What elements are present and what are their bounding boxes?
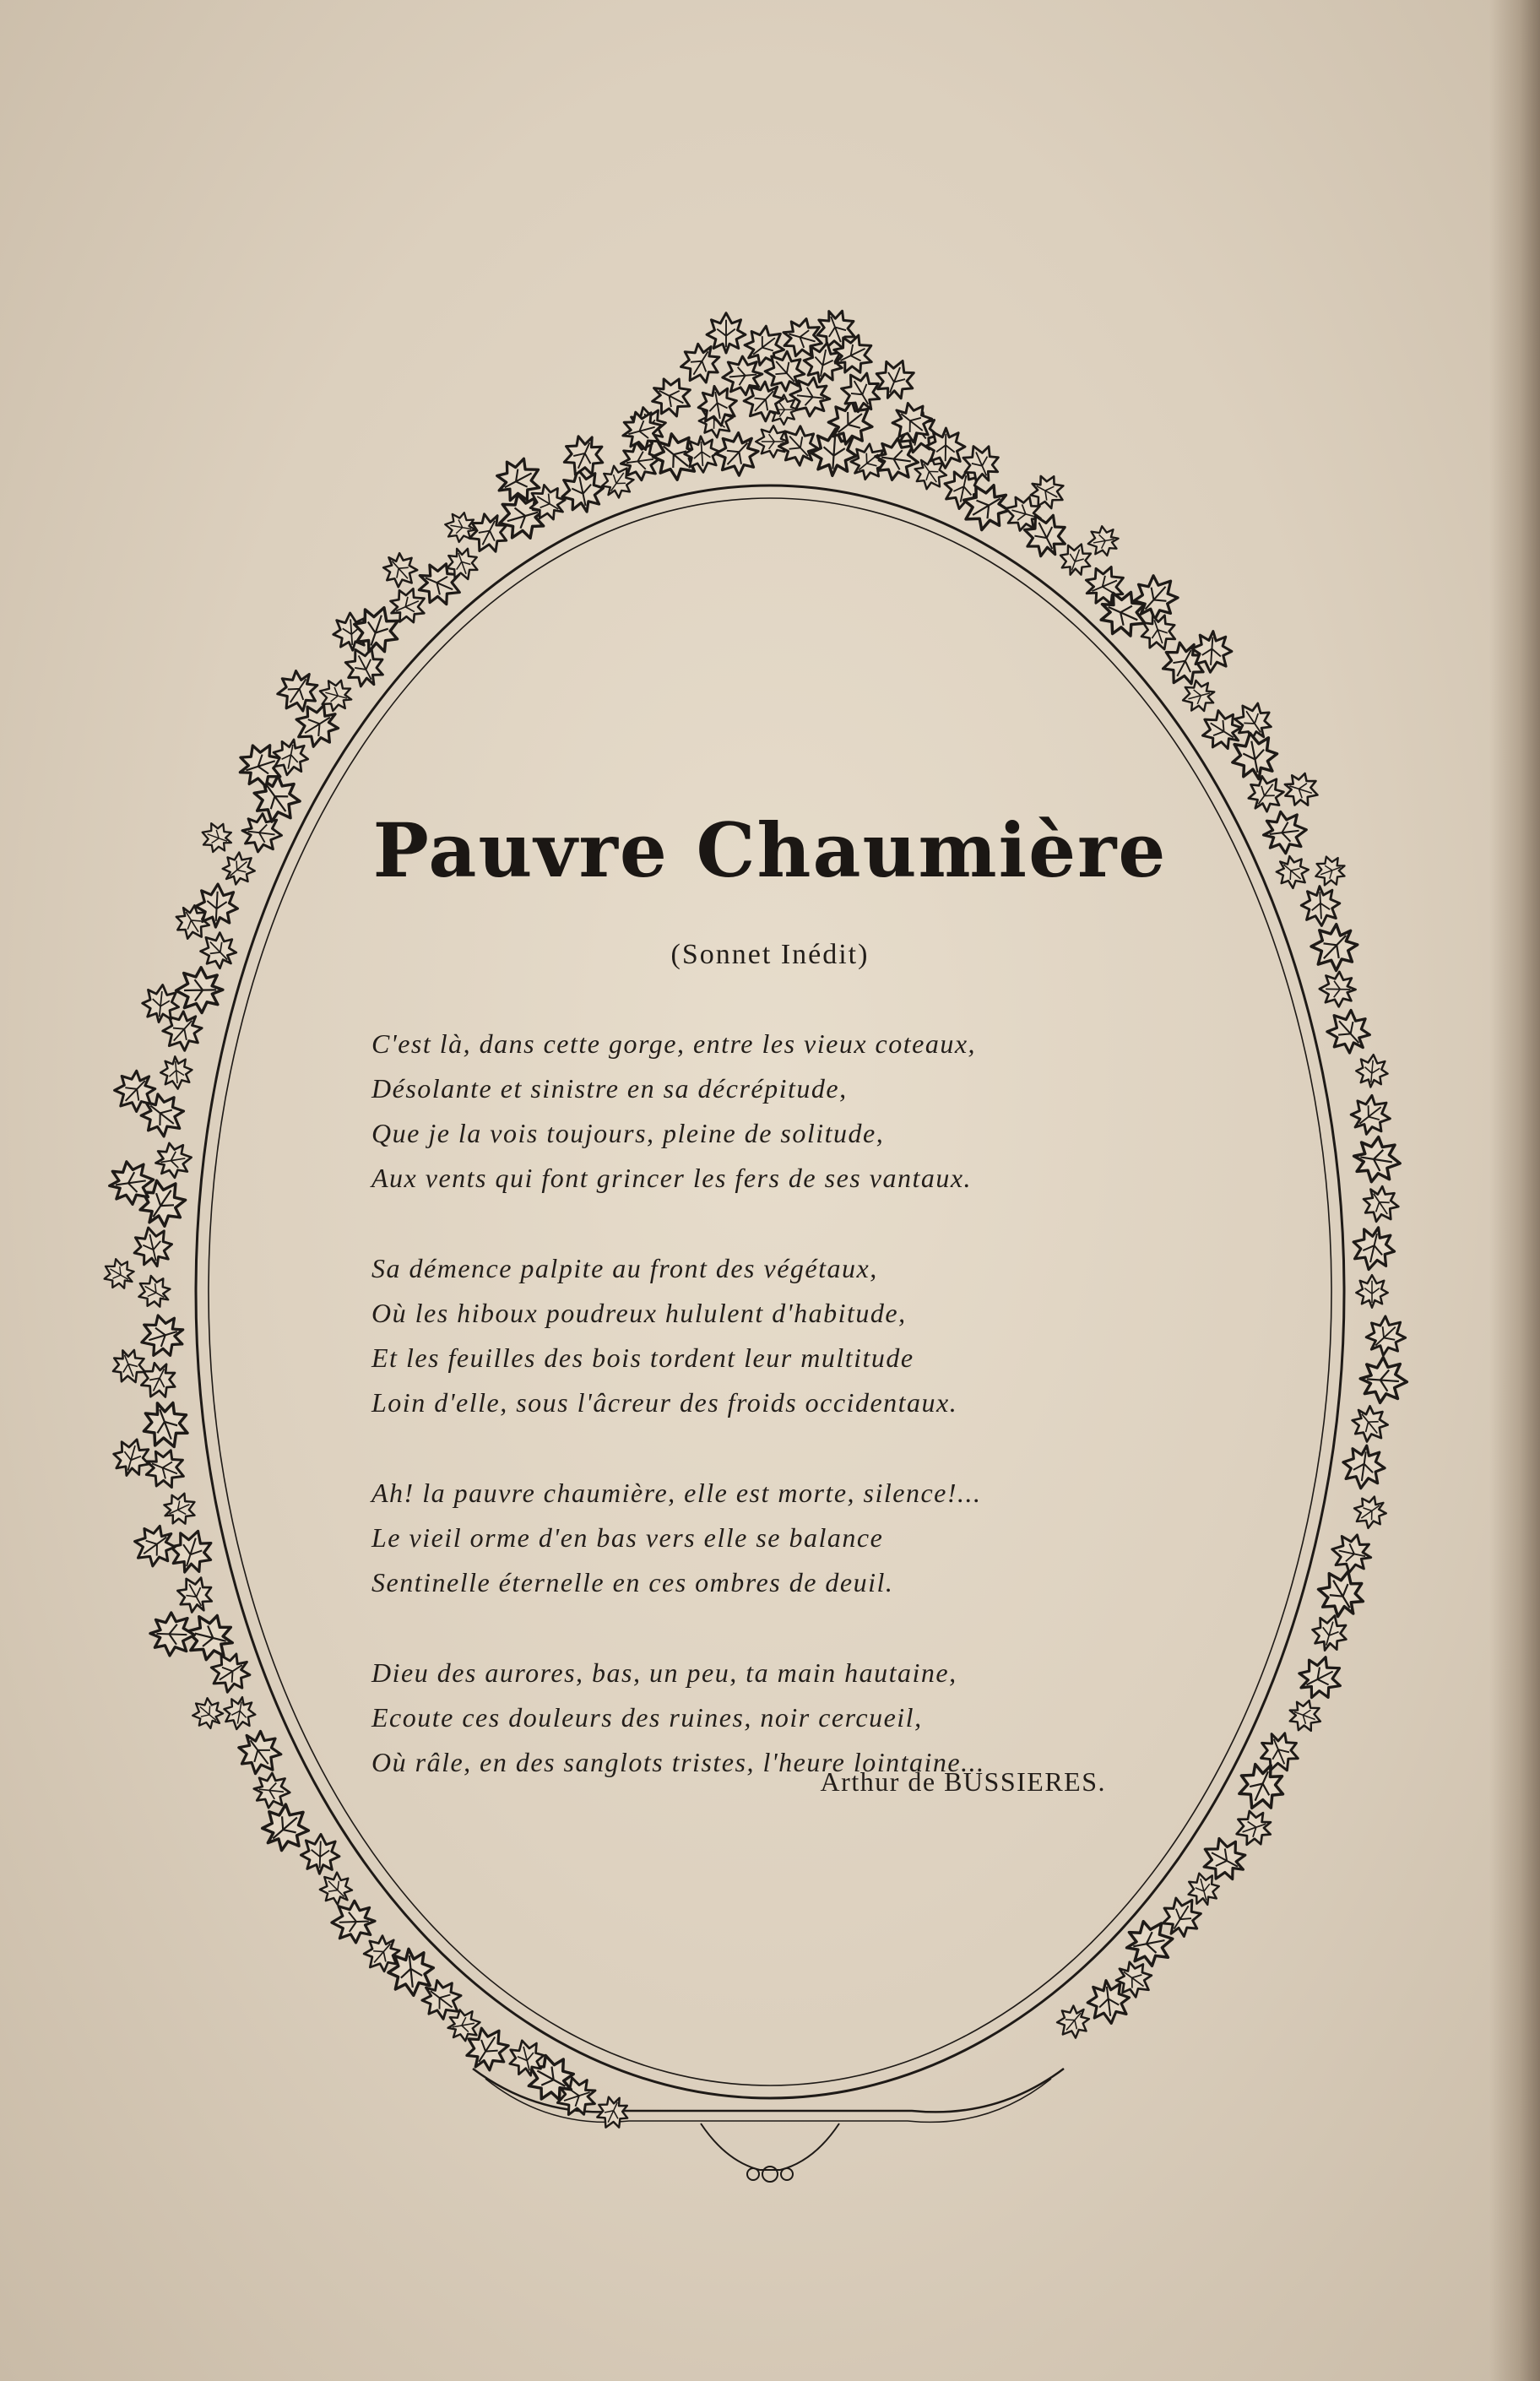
ivy-leaf-icon <box>165 1525 218 1579</box>
ivy-leaf-icon <box>707 313 746 353</box>
poem-subtitle: (Sonnet Inédit) <box>670 939 870 970</box>
ivy-leaf-icon <box>136 1395 195 1455</box>
stanza-2 <box>371 1246 1182 1425</box>
ivy-leaf-icon <box>1343 1087 1398 1142</box>
poem-line: Dieu des aurores, bas, un peu, ta main hautaine, <box>371 1657 957 1688</box>
ivy-leaf-icon <box>1345 1399 1395 1449</box>
ivy-leaf-icon <box>187 1692 230 1734</box>
poem-line: Et les feuilles des bois tordent leur multitude <box>371 1342 914 1373</box>
ivy-leaf-icon <box>1308 1611 1352 1655</box>
poem-line: Ah! la pauvre chaumière, elle est morte, silence!... <box>371 1478 982 1508</box>
ivy-leaf-icon <box>136 1310 189 1362</box>
ivy-leaf-icon <box>1050 1999 1095 2045</box>
poem-line: Ecoute ces douleurs des ruines, noir cercueil, <box>371 1702 923 1733</box>
ivy-leaf-icon <box>1348 1223 1399 1274</box>
ivy-leaf-icon <box>149 1612 195 1657</box>
stanza-3 <box>371 1471 1182 1605</box>
poem-line: Que je la vois toujours, pleine de solitude, <box>371 1118 885 1148</box>
ivy-leaf-icon <box>1356 1180 1405 1229</box>
ivy-leaf-icon <box>171 1570 220 1619</box>
ivy-leaf-icon <box>1340 1443 1387 1492</box>
ivy-leaf-icon <box>98 1253 139 1294</box>
ivy-leaf-icon <box>176 967 223 1013</box>
ivy-leaf-icon <box>557 465 607 516</box>
ivy-leaf-icon <box>377 546 424 594</box>
poem-body <box>371 1022 1182 1830</box>
poem-line: Désolante et sinistre en sa décrépitude, <box>371 1073 848 1104</box>
ivy-leaf-icon <box>771 418 826 473</box>
ivy-leaf-icon <box>133 1270 176 1314</box>
poem-line: Le vieil orme d'en bas vers elle se balance <box>371 1522 884 1553</box>
ivy-leaf-icon <box>153 1140 194 1180</box>
ivy-leaf-icon <box>159 1488 202 1530</box>
ivy-leaf-icon <box>1328 1531 1375 1576</box>
ivy-leaf-icon <box>129 1223 176 1271</box>
ivy-leaf-icon <box>1292 1650 1349 1706</box>
ivy-leaf-icon <box>1358 1308 1413 1363</box>
ivy-leaf-icon <box>1136 610 1181 655</box>
ivy-leaf-icon <box>301 1834 340 1874</box>
ivy-leaf-icon <box>331 1900 376 1943</box>
poem-line: Sentinelle éternelle en ces ombres de deuil. <box>371 1567 894 1597</box>
ivy-leaf-icon <box>1356 1275 1387 1308</box>
poem-line: C'est là, dans cette gorge, entre les vieux coteaux, <box>371 1028 977 1059</box>
ivy-leaf-icon <box>1231 1806 1277 1851</box>
poem-line: Sa démence palpite au front des végétaux, <box>371 1253 878 1283</box>
ivy-leaf-icon <box>1358 1356 1408 1404</box>
poem-line: Loin d'elle, sous l'âcreur des froids occidentaux. <box>371 1387 958 1418</box>
ivy-leaf-icon <box>756 426 789 457</box>
ivy-leaf-icon <box>135 1357 182 1405</box>
ivy-leaf-icon <box>1319 971 1355 1006</box>
ivy-leaf-icon <box>230 1722 289 1782</box>
ivy-leaf-icon <box>1310 1562 1373 1625</box>
ivy-leaf-icon <box>1350 1134 1403 1186</box>
ivy-leaf-icon <box>160 1055 194 1091</box>
poem-title: Pauvre Chaumière <box>372 806 1168 894</box>
ivy-leaf-icon <box>1284 1695 1326 1736</box>
stanza-4 <box>371 1651 1182 1785</box>
ivy-leaf-icon <box>445 2007 482 2044</box>
ivy-leaf-icon <box>127 1517 183 1574</box>
stanza-1 <box>371 1022 1182 1201</box>
ivy-leaf-icon <box>221 1695 258 1732</box>
ivy-leaf-icon <box>1179 676 1218 715</box>
poem-line: Aux vents qui font grincer les fers de ses vantaux. <box>371 1163 973 1193</box>
ivy-leaf-icon <box>1355 1054 1390 1089</box>
ivy-leaf-icon <box>1348 1490 1392 1535</box>
poem-line: Où les hiboux poudreux hululent d'habitude, <box>371 1298 907 1328</box>
ivy-leaf-icon <box>1280 768 1323 811</box>
poem-line: Où râle, en des sanglots tristes, l'heure lointaine... <box>371 1747 985 1777</box>
poem-author: Arthur de BUSSIERES. <box>820 1766 1106 1797</box>
ivy-leaf-icon <box>1319 1001 1379 1061</box>
